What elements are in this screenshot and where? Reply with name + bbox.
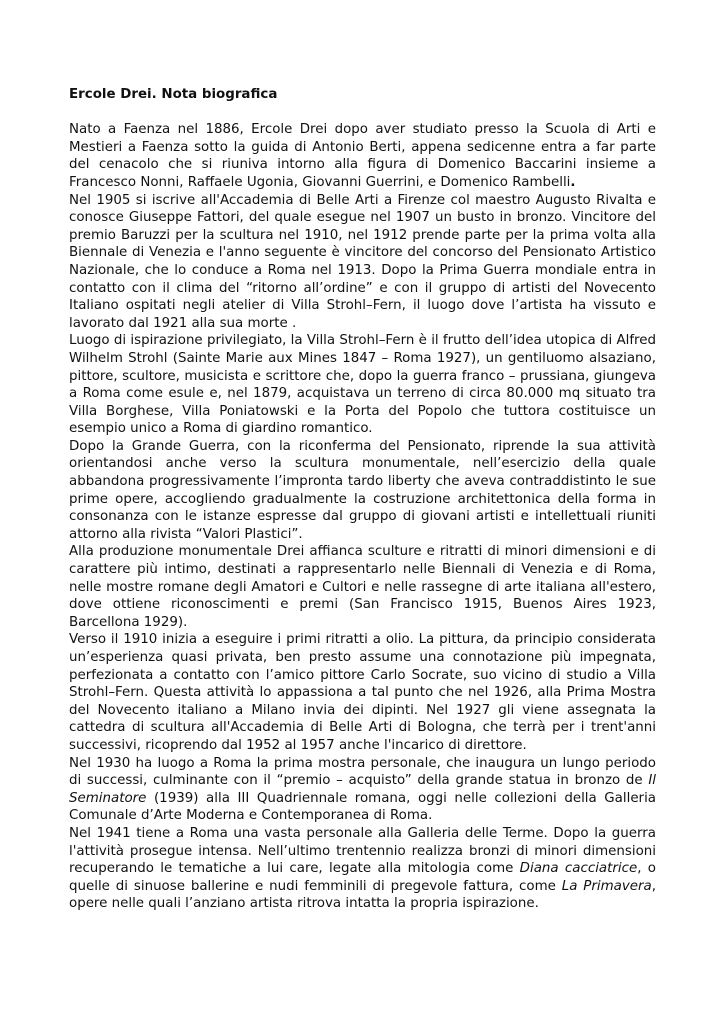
artwork-title-diana-cacciatrice: Diana cacciatrice	[519, 861, 638, 877]
paragraph-1-bold-period: .	[570, 174, 576, 190]
paragraph-8-text-middle: , o quelle di sinuose ballerine e nudi femminili di pregevole fattura, come	[69, 861, 656, 894]
paragraph-2: Nel 1905 si iscrive all'Accademia di Belle Arti a Firenze col maestro Augusto Rivalta e conosce Giuseppe Fattori, del quale esegue nel 1907 un busto in bronzo. Vincitore del premio Baruzzi per la scultura nel 1910, nel 1912 prende parte per la prima volta alla Biennale di Venezia e l'anno seguente è vincitore del concorso del Pensionato Artistico Nazionale, che lo conduce a Roma nel 1913. Dopo la Prima Guerra mondiale entra in contatto con il clima del “ritorno all’ordine” e con il gruppo di artisti del Novecento Italiano ospitati negli atelier di Villa Strohl–Fern, il luogo dove l’artista ha vissuto e lavorato dal 1921 alla sua morte .	[69, 192, 656, 331]
paragraph-4: Dopo la Grande Guerra, con la riconferma del Pensionato, riprende la sua attività orientandosi anche verso la scultura monumentale, nell’esercizio della quale abbandona progressivamente l’impronta tardo liberty che aveva contraddistinto le sue prime opere, accogliendo gradualmente la costruzione architettonica della forma in consonanza con le istanze espresse dal gruppo di giovani artisti e intellettuali riuniti attorno alla rivista “Valori Plastici”.	[69, 438, 656, 542]
paragraph-8-text-after: , opere nelle quali l’anziano artista ritrova intatta la propria ispirazione.	[69, 878, 656, 912]
document-page	[69, 86, 656, 913]
paragraph-7-text-after: (1939) alla III Quadriennale romana, oggi nelle collezioni della Galleria Comunale d’Arte Moderna e Contemporanea di Roma.	[69, 790, 656, 824]
paragraph-8-text-before: Nel 1941 tiene a Roma una vasta personale alla Galleria delle Terme. Dopo la guerra l'attività prosegue intensa. Nell’ultimo trentennio realizza bronzi di minori dimensioni recuperando le tematiche a lui care, legate alla mitologia come	[69, 825, 656, 877]
paragraph-7	[69, 755, 656, 825]
paragraph-1-text: Nato a Faenza nel 1886, Ercole Drei dopo aver studiato presso la Scuola di Arti e Mestieri a Faenza sotto la guida di Antonio Berti, appena sedicenne entra a far parte del cenacolo che si riuniva intorno alla figura di Domenico Baccarini insieme a Francesco Nonni, Raffaele Ugonia, Giovanni Guerrini, e Domenico Rambelli	[69, 122, 656, 190]
artwork-title-la-primavera: La Primavera	[561, 878, 652, 894]
paragraph-5: Alla produzione monumentale Drei affianca sculture e ritratti di minori dimensioni e di carattere più intimo, destinati a rappresentarlo nelle Biennali di Venezia e di Roma, nelle mostre romane degli Amatori e Cultori e nelle rassegne di arte italiana all'estero, dove ottiene riconoscimenti e premi (San Francisco 1915, Buenos Aires 1923, Barcellona 1929).	[69, 544, 656, 630]
paragraph-8	[69, 825, 656, 913]
paragraph-1	[69, 121, 656, 191]
document-title: Ercole Drei. Nota biografica	[69, 87, 278, 102]
paragraph-7-text-before: Nel 1930 ha luogo a Roma la prima mostra personale, che inaugura un lungo periodo di successi, culminante con il “premio – acquisto” della grande statua in bronzo de	[69, 755, 656, 789]
paragraph-6: Verso il 1910 inizia a eseguire i primi ritratti a olio. La pittura, da principio considerata un’esperienza quasi privata, ben presto assume una connotazione più impegnata, perfezionata a contatto con l’amico pittore Carlo Socrate, suo vicino di studio a Villa Strohl–Fern. Questa attività lo appassiona a tal punto che nel 1926, alla Prima Mostra del Novecento italiano a Milano invia dei dipinti. Nel 1927 gli viene assegnata la cattedra di scultura all'Accademia di Belle Arti di Bologna, che terrà per i trent'anni successivi, ricoprendo dal 1952 al 1957 anche l'incarico di direttore.	[69, 632, 656, 753]
artwork-title-il-seminatore: Il Seminatore	[69, 773, 656, 806]
paragraph-3: Luogo di ispirazione privilegiato, la Villa Strohl–Fern è il frutto dell’idea utopica di Alfred Wilhelm Strohl (Sainte Marie aux Mines 1847 – Roma 1927), un gentiluomo alsaziano, pittore, scultore, musicista e scrittore che, dopo la guerra franco – prussiana, giungeva a Roma come esule e, nel 1879, acquistava un terreno di circa 80.000 mq situato tra Villa Borghese, Villa Poniatowski e la Porta del Popolo che tuttora costituisce un esempio unico a Roma di giardino romantico.	[69, 333, 656, 437]
